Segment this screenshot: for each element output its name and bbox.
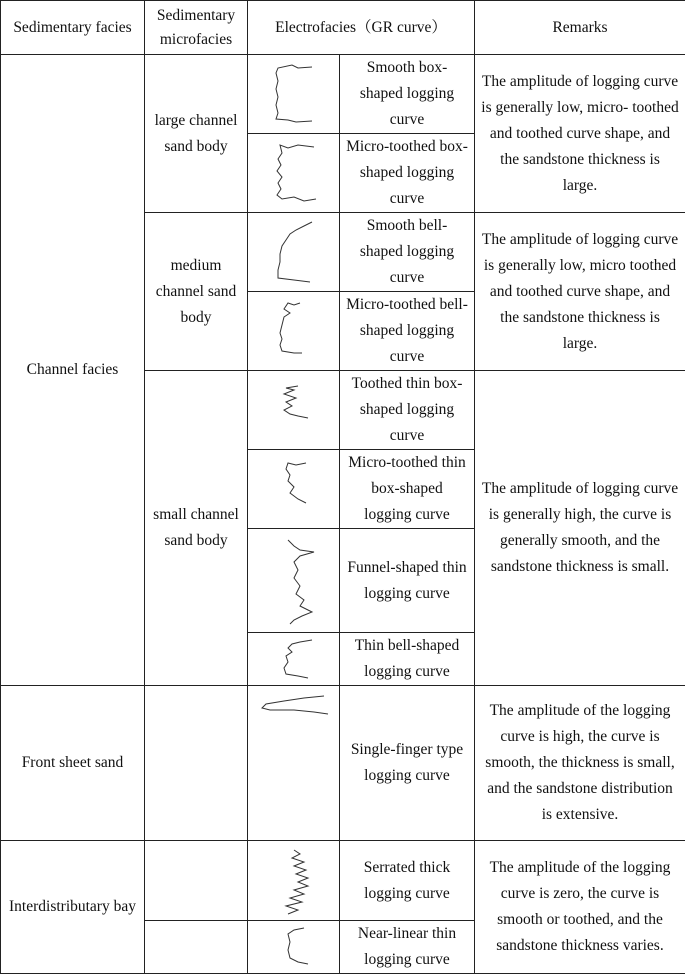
header-remarks: Remarks	[475, 1, 685, 55]
header-microfacies: Sedimentary microfacies	[145, 1, 248, 55]
electrofacies-label: Micro-toothed box-shaped logging curve	[340, 134, 475, 213]
curve-image-micro-toothed-thin-box	[248, 450, 340, 529]
remarks-front: The amplitude of the logging curve is high, the curve is smooth, the thickness is small, and the sandstone distribution is extensive.	[475, 686, 685, 841]
remarks-small: The amplitude of logging curve is generally high, the curve is generally smooth, and the sandstone thickness is small.	[475, 371, 685, 686]
curve-image-toothed-thin-box	[248, 371, 340, 450]
electrofacies-label: Funnel-shaped thin logging curve	[340, 529, 475, 633]
microfacies-front-blank	[145, 686, 248, 841]
electrofacies-label: Micro-toothed thin box-shaped logging curve	[340, 450, 475, 529]
microfacies-large: large channel sand body	[145, 55, 248, 213]
table-row	[1, 55, 685, 134]
facies-channel: Channel facies	[1, 55, 145, 686]
curve-image-thin-bell	[248, 633, 340, 686]
table-row	[1, 686, 685, 841]
header-electrofacies: Electrofacies（GR curve）	[248, 1, 475, 55]
electrofacies-label: Micro-toothed bell-shaped logging curve	[340, 292, 475, 371]
electrofacies-label: Serrated thick logging curve	[340, 841, 475, 921]
remarks-bay: The amplitude of the logging curve is zero, the curve is smooth or toothed, and the sandstone thickness varies.	[475, 841, 685, 974]
microfacies-bay-blank	[145, 921, 248, 974]
microfacies-small: small channel sand body	[145, 371, 248, 686]
curve-image-smooth-bell	[248, 213, 340, 292]
microfacies-medium: medium channel sand body	[145, 213, 248, 371]
curve-image-micro-toothed-bell	[248, 292, 340, 371]
electrofacies-label: Single-finger type logging curve	[340, 686, 475, 841]
curve-image-funnel-thin	[248, 529, 340, 633]
electrofacies-label: Smooth bell-shaped logging curve	[340, 213, 475, 292]
microfacies-bay-blank	[145, 841, 248, 921]
curve-image-single-finger	[248, 686, 340, 841]
curve-image-smooth-box	[248, 55, 340, 134]
electrofacies-label: Smooth box- shaped logging curve	[340, 55, 475, 134]
curve-image-micro-toothed-box	[248, 134, 340, 213]
table-row	[1, 841, 685, 921]
facies-front-sheet-sand: Front sheet sand	[1, 686, 145, 841]
remarks-large: The amplitude of logging curve is generally low, micro- toothed and toothed curve shape, and the sandstone thickness is large.	[475, 55, 685, 213]
header-row	[1, 1, 685, 55]
remarks-medium: The amplitude of logging curve is generally low, micro toothed and toothed curve shape, and the sandstone thickness is large.	[475, 213, 685, 371]
curve-image-serrated-thick	[248, 841, 340, 921]
facies-interdistributary-bay: Interdistributary bay	[1, 841, 145, 974]
curve-image-near-linear-thin	[248, 921, 340, 974]
electrofacies-label: Toothed thin box-shaped logging curve	[340, 371, 475, 450]
electrofacies-label: Thin bell-shaped logging curve	[340, 633, 475, 686]
electrofacies-label: Near-linear thin logging curve	[340, 921, 475, 974]
header-facies: Sedimentary facies	[1, 1, 145, 55]
